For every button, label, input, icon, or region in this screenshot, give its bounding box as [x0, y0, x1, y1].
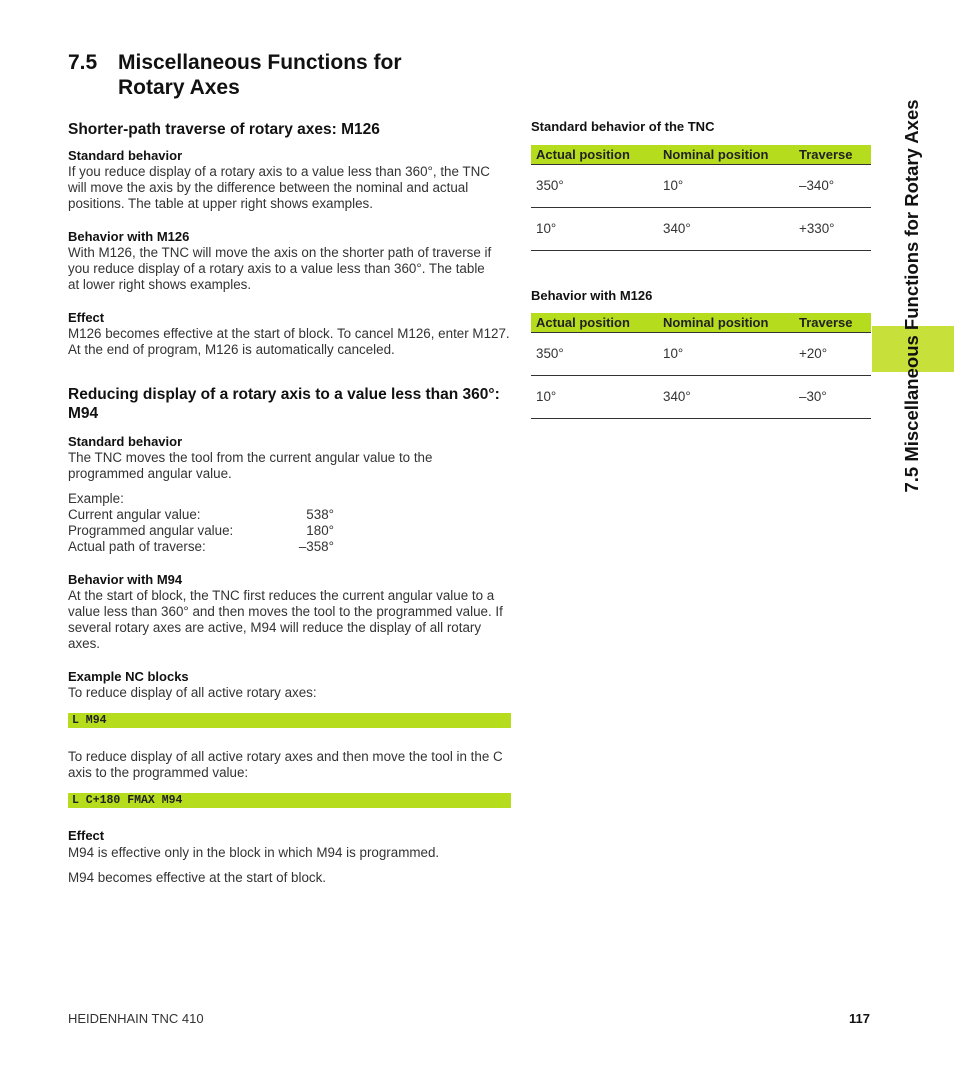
m94-example-list: [68, 507, 334, 555]
column-header: Nominal position: [663, 315, 769, 330]
m94-standard-label: Standard behavior: [68, 434, 183, 449]
m94-example-label: Example:: [68, 491, 124, 506]
table-header-row: [531, 145, 871, 165]
column-header: Traverse: [799, 147, 853, 162]
table-row: [531, 208, 871, 251]
m94-behavior-label: Behavior with M94: [68, 572, 183, 587]
column-header: Traverse: [799, 315, 853, 330]
table-cell: +20°: [799, 346, 828, 361]
table-row: [531, 376, 871, 419]
table-header-row: [531, 313, 871, 333]
column-header: Actual position: [536, 147, 630, 162]
example-value: 180°: [306, 523, 334, 538]
table-cell: 10°: [536, 221, 557, 236]
page-number: 117: [849, 1011, 870, 1026]
table-cell: 350°: [536, 178, 564, 193]
example-key: Actual path of traverse:: [68, 539, 206, 554]
table-standard: [531, 145, 871, 251]
column-header: Nominal position: [663, 147, 769, 162]
example-key: Current angular value:: [68, 507, 201, 522]
table-m126: [531, 313, 871, 419]
table-cell: 350°: [536, 346, 564, 361]
sidebar-title-text: 7.5 Miscellaneous Functions for Rotary Axes: [901, 99, 922, 493]
table-cell: 10°: [663, 346, 684, 361]
example-value: 538°: [306, 507, 334, 522]
m94-behavior-text: At the start of block, the TNC first reduces the current angular value to a value less than 360° and then moves the tool to the programmed value. If several rotary axes are active, M94 will reduce the display of all rotary axes.: [68, 588, 503, 651]
m94-effect-text-1: M94 is effective only in the block in which M94 is programmed.: [68, 845, 440, 860]
m94-effect-label: Effect: [68, 828, 105, 843]
table-cell: +330°: [799, 221, 835, 236]
column-header: Actual position: [536, 315, 630, 330]
m126-behavior-label: Behavior with M126: [68, 229, 190, 244]
table-cell: –340°: [799, 178, 835, 193]
m126-heading: Shorter-path traverse of rotary axes: M126: [68, 121, 380, 138]
nc-code-block-1: L M94: [68, 713, 511, 728]
table-cell: –30°: [799, 389, 827, 404]
title-line-2: Rotary Axes: [118, 76, 240, 99]
table-cell: 340°: [663, 389, 691, 404]
m126-standard-label: Standard behavior: [68, 148, 183, 163]
m126-standard-text: If you reduce display of a rotary axis to a value less than 360°, the TNC will move the axis by the difference between the nominal and actual positions. The table at upper right shows examples.: [68, 164, 490, 211]
table-m126-caption: Behavior with M126: [531, 288, 653, 303]
table-cell: 340°: [663, 221, 691, 236]
m94-heading: Reducing display of a rotary axis to a value less than 360°: M94: [68, 386, 500, 422]
nc-code-block-2: L C+180 FMAX M94: [68, 793, 511, 808]
table-row: [531, 165, 871, 208]
m94-standard-text: The TNC moves the tool from the current angular value to the programmed angular value.: [68, 450, 433, 481]
section-number: 7.5: [68, 51, 98, 74]
m94-effect-text-2: M94 becomes effective at the start of block.: [68, 870, 327, 885]
example-value: –358°: [298, 539, 334, 554]
table-cell: 10°: [536, 389, 557, 404]
title-line-1: Miscellaneous Functions for: [118, 51, 402, 74]
nc-blocks-label: Example NC blocks: [68, 669, 189, 684]
m126-effect-label: Effect: [68, 310, 105, 325]
table-cell: 10°: [663, 178, 684, 193]
example-row: [68, 539, 334, 555]
example-key: Programmed angular value:: [68, 523, 234, 538]
example-row: [68, 507, 334, 523]
m126-behavior-text: With M126, the TNC will move the axis on the shorter path of traverse if you reduce display of a rotary axis to a value less than 360°. The table at lower right shows examples.: [68, 245, 492, 292]
m126-effect-text: M126 becomes effective at the start of block. To cancel M126, enter M127. At the end of program, M126 is automatically canceled.: [68, 326, 510, 357]
nc-text-1: To reduce display of all active rotary axes:: [68, 685, 317, 700]
table-row: [531, 333, 871, 376]
table-standard-caption: Standard behavior of the TNC: [531, 119, 715, 134]
footer-manual-name: HEIDENHAIN TNC 410: [68, 1011, 204, 1026]
page-title: [68, 50, 402, 100]
nc-text-2: To reduce display of all active rotary axes and then move the tool in the C axis to the programmed value:: [68, 749, 503, 780]
example-row: [68, 523, 334, 539]
